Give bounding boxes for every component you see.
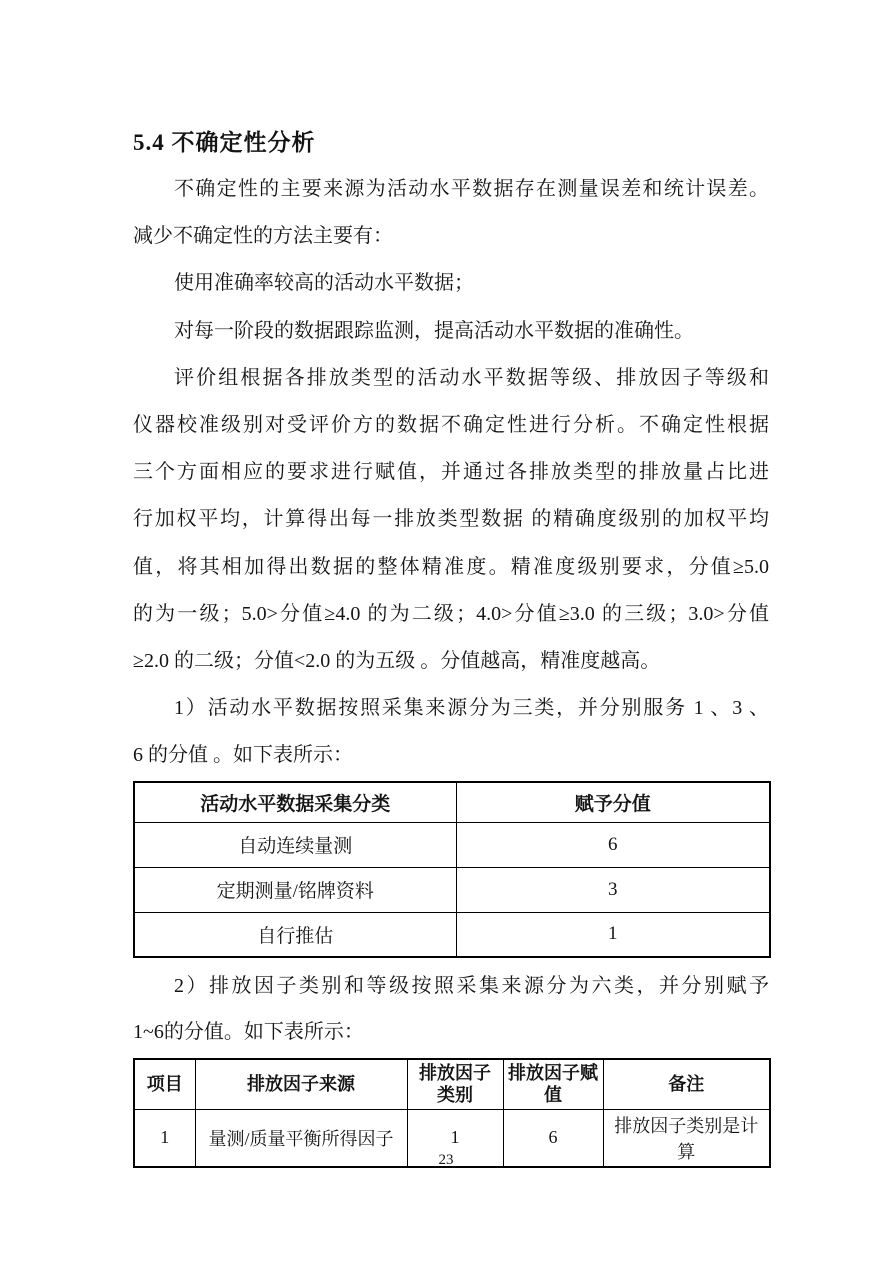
paragraph-line: 不确定性的主要来源为活动水平数据存在测量误差和统计误差。 — [174, 178, 769, 200]
table-header-cell: 活动水平数据采集分类 — [134, 782, 456, 822]
table-cell: 6 — [503, 1109, 603, 1167]
table-header-cell: 项目 — [134, 1059, 195, 1109]
paragraph-line: ≥2.0 的二级；分值<2.0 的为五级 。分值越高，精准度越高。 — [133, 649, 661, 672]
table-row — [134, 867, 770, 912]
table-cell: 6 — [456, 822, 770, 867]
activity-data-score-table — [133, 781, 771, 958]
table-header-row — [134, 782, 770, 822]
table-cell: 排放因子类别是计算 — [603, 1109, 770, 1167]
table-header-cell: 排放因子赋值 — [503, 1059, 603, 1109]
paragraph-line: 三个方面相应的要求进行赋值，并通过各排放类型的排放量占比进 — [133, 461, 769, 484]
table-cell: 1 — [456, 912, 770, 957]
paragraph-line: 减少不确定性的方法主要有： — [133, 225, 393, 248]
table-row — [134, 912, 770, 957]
table-header-row — [134, 1059, 770, 1109]
table-header-cell: 赋予分值 — [456, 782, 770, 822]
table-cell: 量测/质量平衡所得因子 — [195, 1109, 407, 1167]
table-cell: 定期测量/铭牌资料 — [134, 867, 456, 912]
paragraph-line: 评价组根据各排放类型的活动水平数据等级、排放因子等级和 — [174, 366, 769, 389]
table-header-cell: 备注 — [603, 1059, 770, 1109]
paragraph-line: 值，将其相加得出数据的整体精准度。精准度级别要求，分值≥5.0 — [133, 555, 769, 578]
paragraph-line: 的为一级；5.0>分值≥4.0 的为二级；4.0>分值≥3.0 的三级；3.0>分值 — [133, 602, 769, 625]
paragraph-line: 对每一阶段的数据跟踪监测，提高活动水平数据的准确性。 — [174, 319, 694, 342]
paragraph-line: 6 的分值 。如下表所示： — [133, 744, 353, 767]
paragraph-line: 仪器校准级别对受评价方的数据不确定性进行分析。不确定性根据 — [133, 413, 769, 436]
body-text-block-1 — [133, 166, 769, 779]
page-number: 23 — [438, 1152, 454, 1168]
table-cell: 3 — [456, 867, 770, 912]
table-cell: 自行推估 — [134, 912, 456, 957]
section-heading: 5.4 不确定性分析 — [133, 130, 316, 155]
table-cell: 自动连续量测 — [134, 822, 456, 867]
table-row — [134, 822, 770, 867]
table-cell: 1 — [134, 1109, 195, 1167]
paragraph-line: 1）活动水平数据按照采集来源分为三类，并分别服务 1 、3 、 — [174, 697, 769, 720]
table-cell: 1 — [407, 1109, 503, 1167]
paragraph-line: 使用准确率较高的活动水平数据； — [174, 272, 474, 295]
body-text-block-2 — [133, 963, 769, 1055]
paragraph-line: 2）排放因子类别和等级按照采集来源分为六类，并分别赋予 — [174, 975, 769, 997]
paragraph-line: 行加权平均，计算得出每一排放类型数据 的精确度级别的加权平均 — [133, 508, 769, 531]
paragraph-line: 1~6的分值。如下表所示： — [133, 1021, 364, 1043]
table-header-cell: 排放因子来源 — [195, 1059, 407, 1109]
table-header-cell: 排放因子类别 — [407, 1059, 503, 1109]
